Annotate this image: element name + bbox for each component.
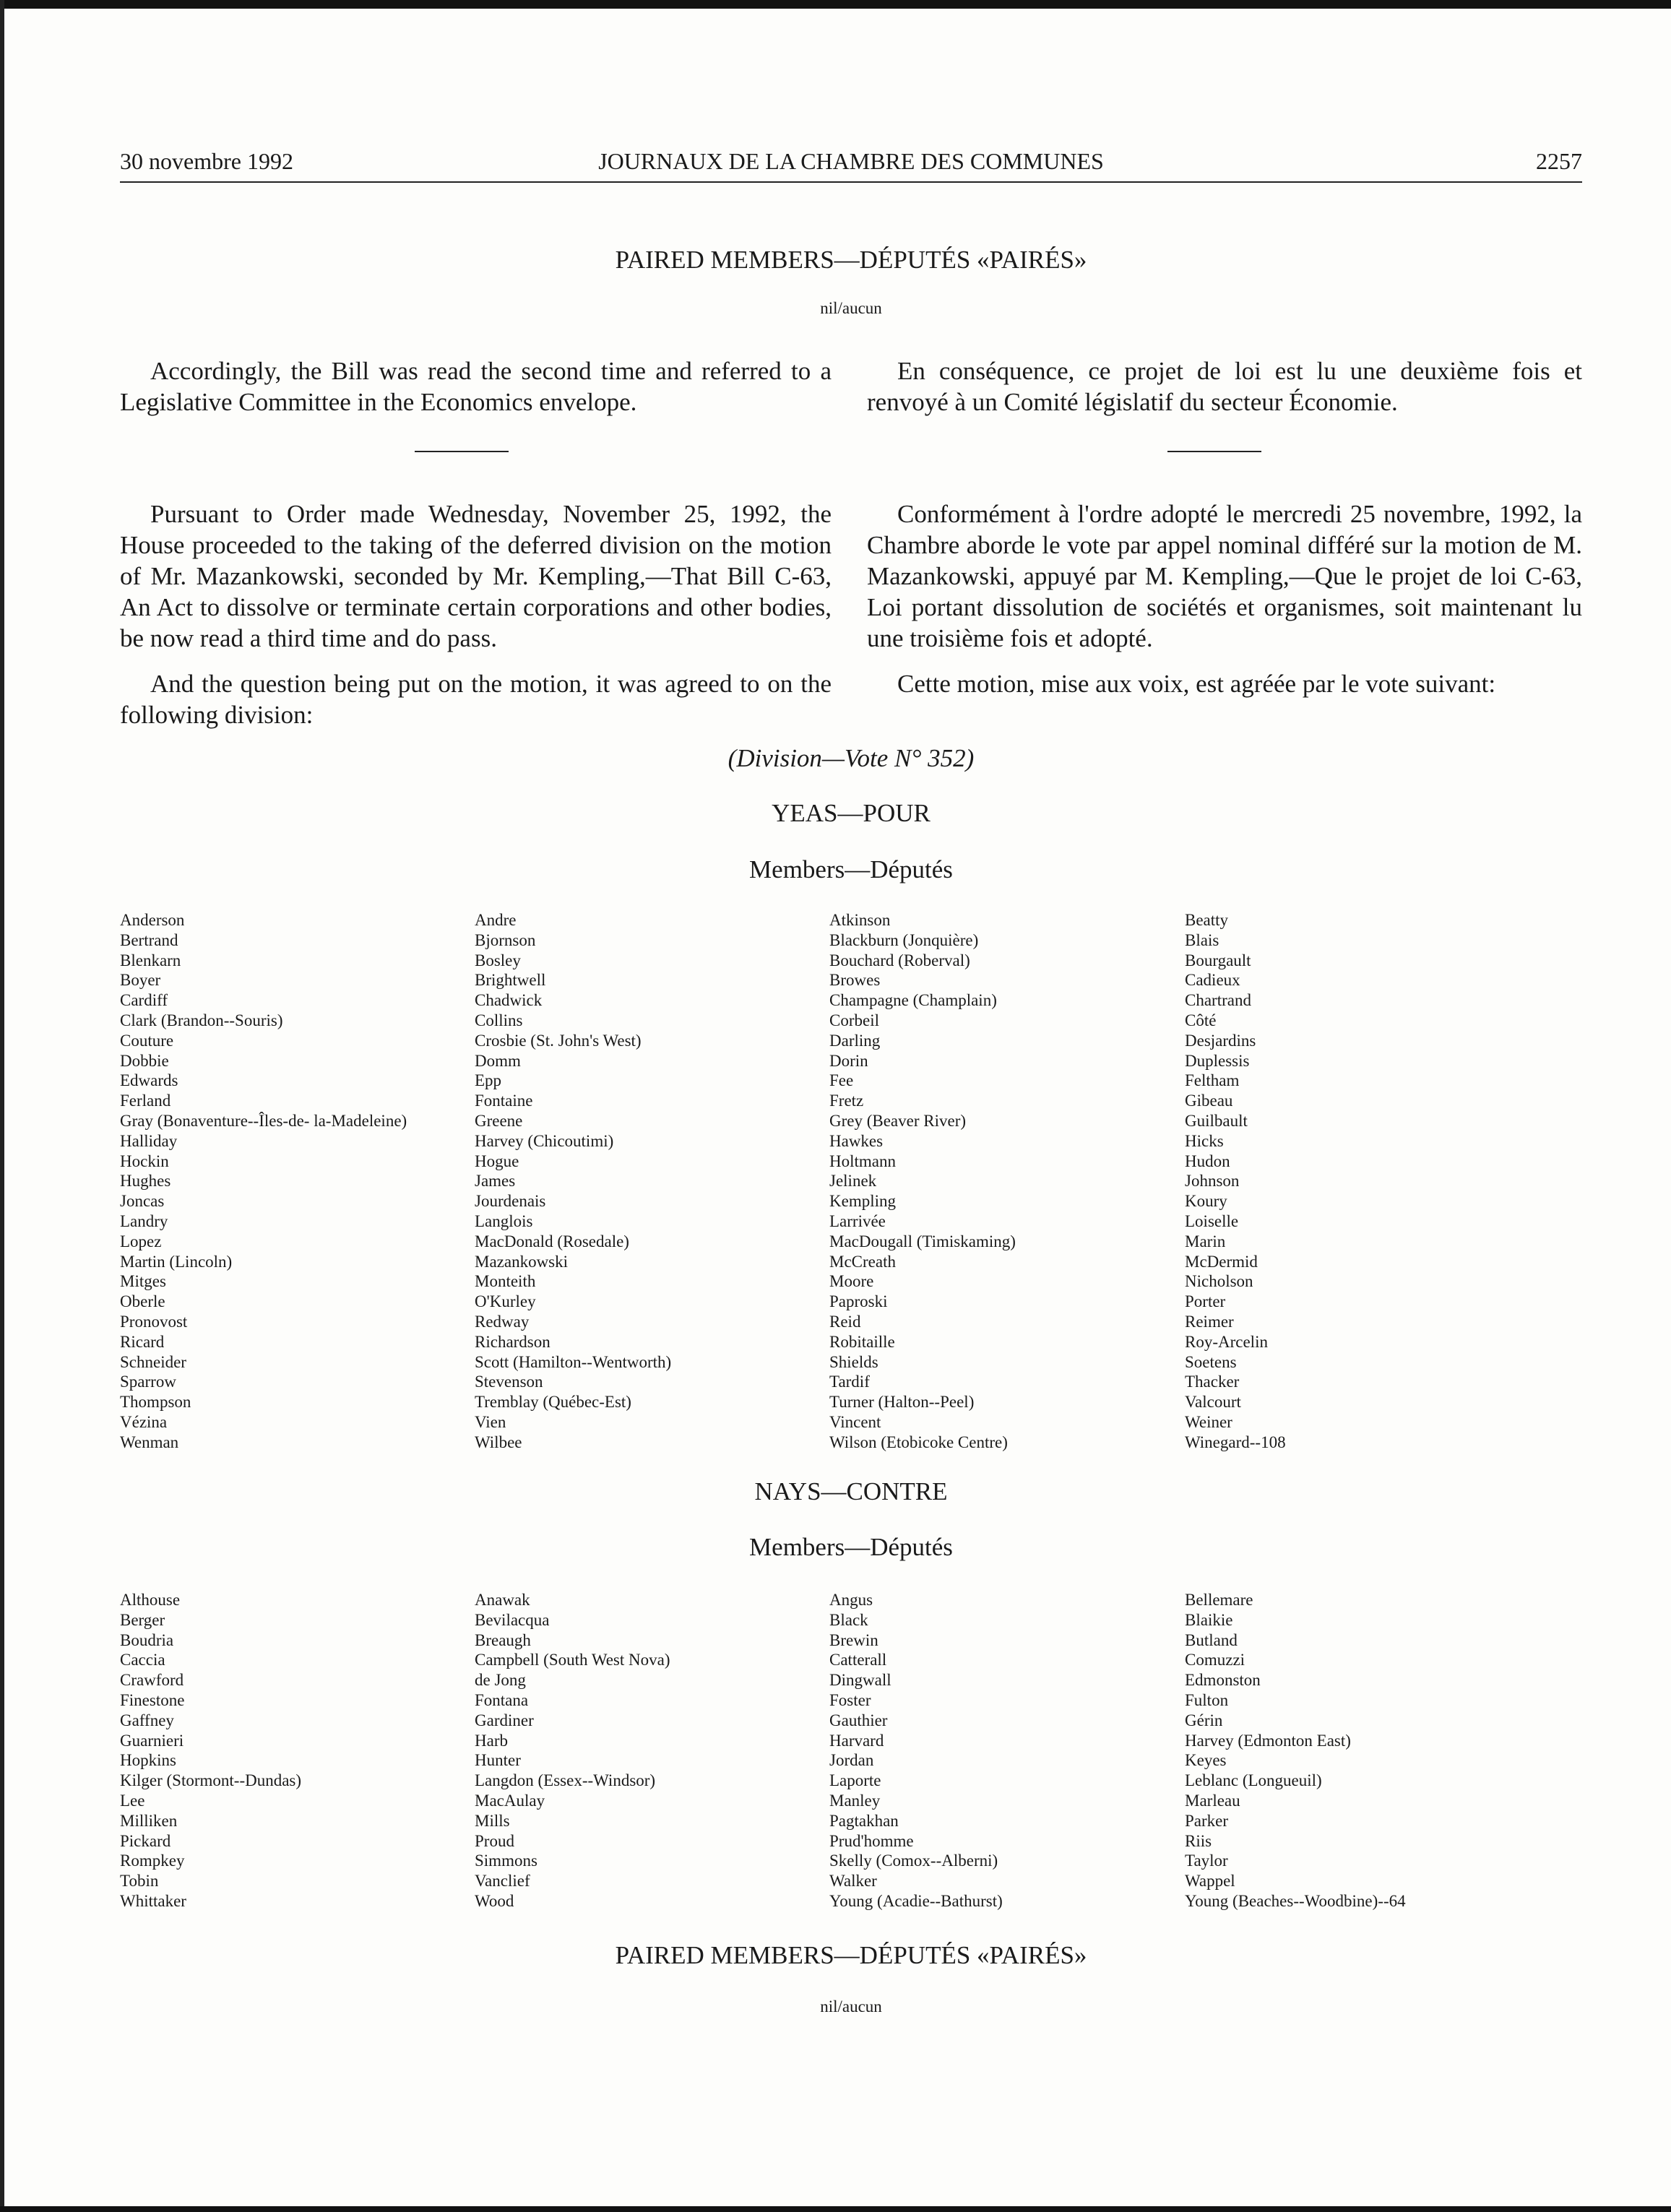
scan-border-bottom	[0, 2206, 1671, 2212]
scan-border-top	[0, 0, 1671, 9]
member-name: Bertrand	[120, 930, 178, 949]
member-name: Black	[829, 1610, 868, 1629]
member-name: Porter	[1185, 1292, 1226, 1311]
member-name: Young (Acadie--Bathurst)	[829, 1891, 1003, 1910]
header-date: 30 novembre 1992	[120, 148, 293, 174]
member-name: Boudria	[120, 1630, 174, 1649]
member-name: Harb	[475, 1731, 508, 1750]
member-name: Côté	[1185, 1011, 1217, 1029]
separator-rule-left	[415, 451, 509, 452]
member-name: Anderson	[120, 911, 185, 929]
member-name: Wilson (Etobicoke Centre)	[829, 1433, 1008, 1451]
member-name: Blais	[1185, 930, 1219, 949]
member-name: Scott (Hamilton--Wentworth)	[475, 1352, 672, 1371]
member-name: Halliday	[120, 1131, 178, 1150]
member-name: Atkinson	[829, 911, 891, 929]
member-name: McCreath	[829, 1252, 896, 1271]
separator-rule-right	[1167, 451, 1261, 452]
member-name: Harvard	[829, 1731, 884, 1750]
member-name: Harvey (Edmonton East)	[1185, 1731, 1351, 1750]
member-name: Paproski	[829, 1292, 888, 1311]
member-name: Valcourt	[1185, 1393, 1241, 1412]
member-name: Taylor	[1185, 1852, 1228, 1870]
motion-fr	[867, 498, 1582, 714]
member-name: Tobin	[120, 1872, 159, 1891]
nays-column-3	[829, 1590, 1003, 1911]
yeas-title: YEAS—POUR	[772, 799, 931, 827]
member-name: Kilger (Stormont--Dundas)	[120, 1771, 302, 1790]
member-name: Vien	[475, 1412, 506, 1431]
accordingly-fr	[867, 355, 1582, 432]
member-name: Richardson	[475, 1332, 550, 1351]
member-name: Browes	[829, 971, 881, 990]
member-name: Pronovost	[120, 1312, 188, 1331]
member-name: Moore	[829, 1272, 874, 1291]
member-name: Chartrand	[1185, 991, 1251, 1010]
member-name: Parker	[1185, 1811, 1229, 1830]
member-name: Rompkey	[120, 1852, 185, 1870]
member-name: Wappel	[1185, 1872, 1235, 1891]
pursuant-fr-text: Conformément à l'ordre adopté le mercredi 25 novembre, 1992, la Chambre aborde le vote par appel nominal différé sur la motion de M. Mazankowski, appuyé par M. Kempling,—Que le projet de loi C-63, Loi portant dissolution de sociétés et organismes, soit maintenant lu une troisième fois et adopté.	[867, 500, 1582, 652]
member-name: Catterall	[829, 1651, 887, 1669]
member-name: Jourdenais	[475, 1192, 546, 1211]
member-name: Langdon (Essex--Windsor)	[475, 1771, 656, 1790]
member-name: Gibeau	[1185, 1092, 1233, 1110]
member-name: McDermid	[1185, 1252, 1258, 1271]
member-name: Bourgault	[1185, 951, 1251, 969]
member-name: Chadwick	[475, 991, 543, 1010]
member-name: Oberle	[120, 1292, 165, 1311]
member-name: Marleau	[1185, 1791, 1240, 1810]
member-name: MacAulay	[475, 1791, 545, 1810]
member-name: Campbell (South West Nova)	[475, 1651, 670, 1669]
member-name: Holtmann	[829, 1152, 896, 1170]
member-name: Loiselle	[1185, 1211, 1239, 1230]
nays-column-4	[1185, 1590, 1406, 1911]
member-name: Langlois	[475, 1211, 533, 1230]
member-name: Edmonston	[1185, 1671, 1261, 1690]
yeas-column-2	[475, 910, 671, 1453]
member-name: Dobbie	[120, 1051, 169, 1070]
member-name: Winegard--108	[1185, 1433, 1286, 1451]
member-name: Grey (Beaver River)	[829, 1111, 967, 1130]
member-name: Hawkes	[829, 1131, 884, 1150]
member-name: Schneider	[120, 1352, 186, 1371]
member-name: Couture	[120, 1031, 174, 1050]
member-name: O'Kurley	[475, 1292, 536, 1311]
member-name: Turner (Halton--Peel)	[829, 1393, 975, 1412]
member-name: Gardiner	[475, 1711, 534, 1729]
member-name: Wood	[475, 1891, 514, 1910]
member-name: Stevenson	[475, 1373, 543, 1391]
member-name: Crosbie (St. John's West)	[475, 1031, 642, 1050]
member-name: Fee	[829, 1071, 854, 1090]
member-name: Walker	[829, 1872, 877, 1891]
member-name: Gaffney	[120, 1711, 174, 1729]
member-name: Landry	[120, 1211, 168, 1230]
member-name: Blaikie	[1185, 1610, 1233, 1629]
member-name: Fontaine	[475, 1092, 533, 1110]
member-name: Hudon	[1185, 1152, 1230, 1170]
member-name: Young (Beaches--Woodbine)--64	[1185, 1891, 1406, 1910]
member-name: Feltham	[1185, 1071, 1240, 1090]
scan-border-left	[0, 0, 4, 2212]
member-name: Bouchard (Roberval)	[829, 951, 970, 969]
member-name: Gérin	[1185, 1711, 1223, 1729]
member-name: Marin	[1185, 1232, 1226, 1250]
member-name: Prud'homme	[829, 1831, 914, 1850]
nays-subtitle: Members—Députés	[749, 1533, 953, 1561]
member-name: Angus	[829, 1591, 873, 1609]
member-name: Hockin	[120, 1152, 169, 1170]
member-name: Vézina	[120, 1412, 168, 1431]
member-name: Tremblay (Québec-Est)	[475, 1393, 631, 1412]
member-name: Sparrow	[120, 1373, 176, 1391]
member-name: Gauthier	[829, 1711, 888, 1729]
member-name: Vincent	[829, 1412, 881, 1431]
member-name: Dorin	[829, 1051, 868, 1070]
yeas-column-4	[1185, 910, 1286, 1453]
member-name: Joncas	[120, 1192, 165, 1211]
member-name: Ricard	[120, 1332, 165, 1351]
page-header	[120, 148, 1582, 183]
member-name: Monteith	[475, 1272, 536, 1291]
member-name: Weiner	[1185, 1412, 1232, 1431]
member-name: Blenkarn	[120, 951, 181, 969]
member-name: Tardif	[829, 1373, 870, 1391]
member-name: Duplessis	[1185, 1051, 1250, 1070]
member-name: MacDonald (Rosedale)	[475, 1232, 629, 1250]
member-name: Whittaker	[120, 1891, 186, 1910]
nays-column-2	[475, 1590, 670, 1911]
member-name: Bevilacqua	[475, 1610, 550, 1629]
member-name: Hogue	[475, 1152, 519, 1170]
member-name: Wenman	[120, 1433, 179, 1451]
member-name: Andre	[475, 911, 517, 929]
accordingly-en-text: Accordingly, the Bill was read the second time and referred to a Legislative Committee in the Economics envelope.	[120, 357, 832, 416]
member-name: Boyer	[120, 971, 161, 990]
member-name: Soetens	[1185, 1352, 1237, 1371]
member-name: Foster	[829, 1690, 871, 1709]
member-name: Laporte	[829, 1771, 881, 1790]
member-name: Nicholson	[1185, 1272, 1253, 1291]
member-name: Fulton	[1185, 1690, 1229, 1709]
paired-top-value: nil/aucun	[820, 299, 882, 317]
member-name: Hicks	[1185, 1131, 1224, 1150]
member-name: Thacker	[1185, 1373, 1240, 1391]
member-name: Lopez	[120, 1232, 162, 1250]
member-name: Milliken	[120, 1811, 178, 1830]
yeas-column-1	[120, 910, 407, 1453]
member-name: Thompson	[120, 1393, 191, 1412]
member-name: Wilbee	[475, 1433, 522, 1451]
member-name: Vanclief	[475, 1872, 530, 1891]
member-name: Corbeil	[829, 1011, 879, 1029]
member-name: Jordan	[829, 1751, 874, 1770]
member-name: Domm	[475, 1051, 521, 1070]
member-name: Leblanc (Longueuil)	[1185, 1771, 1322, 1790]
member-name: Robitaille	[829, 1332, 895, 1351]
member-name: Manley	[829, 1791, 881, 1810]
member-name: Anawak	[475, 1591, 530, 1609]
member-name: Roy-Arcelin	[1185, 1332, 1268, 1351]
member-name: Martin (Lincoln)	[120, 1252, 233, 1271]
member-name: Harvey (Chicoutimi)	[475, 1131, 614, 1150]
member-name: Hughes	[120, 1172, 171, 1191]
paired-bottom-value: nil/aucun	[820, 1997, 882, 2016]
member-name: Brewin	[829, 1630, 878, 1649]
question-fr-text: Cette motion, mise aux voix, est agréée par le vote suivant:	[897, 670, 1496, 698]
member-name: Redway	[475, 1312, 530, 1331]
member-name: Clark (Brandon--Souris)	[120, 1011, 283, 1029]
member-name: Beatty	[1185, 911, 1229, 929]
member-name: Jelinek	[829, 1172, 877, 1191]
nays-column-1	[120, 1590, 301, 1911]
member-name: Champagne (Champlain)	[829, 991, 997, 1010]
member-name: Kempling	[829, 1192, 896, 1211]
member-name: Shields	[829, 1352, 878, 1371]
member-name: Fontana	[475, 1690, 529, 1709]
member-name: Ferland	[120, 1092, 171, 1110]
member-name: James	[475, 1172, 516, 1191]
member-name: Bosley	[475, 951, 521, 969]
yeas-column-3	[829, 910, 1016, 1453]
member-name: Pickard	[120, 1831, 171, 1850]
member-name: Riis	[1185, 1831, 1212, 1850]
member-name: Johnson	[1185, 1172, 1240, 1191]
member-name: Caccia	[120, 1651, 165, 1669]
member-name: Butland	[1185, 1630, 1238, 1649]
member-name: Reid	[829, 1312, 861, 1331]
motion-en	[120, 498, 832, 745]
paired-top-title: PAIRED MEMBERS—DÉPUTÉS «PAIRÉS»	[615, 246, 1087, 274]
member-name: Bellemare	[1185, 1591, 1253, 1609]
member-name: Pagtakhan	[829, 1811, 899, 1830]
member-name: Lee	[120, 1791, 145, 1810]
member-name: Cardiff	[120, 991, 168, 1010]
member-name: Keyes	[1185, 1751, 1227, 1770]
accordingly-fr-text: En conséquence, ce projet de loi est lu une deuxième fois et renvoyé à un Comité législatif du secteur Économie.	[867, 357, 1582, 416]
member-name: Mazankowski	[475, 1252, 569, 1271]
member-name: Dingwall	[829, 1671, 891, 1690]
member-name: Hopkins	[120, 1751, 176, 1770]
accordingly-en	[120, 355, 832, 432]
member-name: Althouse	[120, 1591, 181, 1609]
member-name: Skelly (Comox--Alberni)	[829, 1852, 998, 1870]
header-page-number: 2257	[1536, 148, 1582, 174]
member-name: Guarnieri	[120, 1731, 184, 1750]
pursuant-en-text: Pursuant to Order made Wednesday, November 25, 1992, the House proceeded to the taking of the deferred division on the motion of Mr. Mazankowski, seconded by Mr. Kempling,—That Bill C-63, An Act to dissolve or terminate certain corporations and other bodies, be now read a third time and do pass.	[120, 500, 832, 652]
member-name: Blackburn (Jonquière)	[829, 930, 979, 949]
header-journal-title: JOURNAUX DE LA CHAMBRE DES COMMUNES	[598, 148, 1104, 174]
member-name: MacDougall (Timiskaming)	[829, 1232, 1016, 1250]
member-name: Mitges	[120, 1272, 166, 1291]
division-label: (Division—Vote N° 352)	[727, 744, 975, 772]
member-name: Collins	[475, 1011, 523, 1029]
member-name: Desjardins	[1185, 1031, 1256, 1050]
member-name: Breaugh	[475, 1630, 531, 1649]
nays-title: NAYS—CONTRE	[754, 1477, 948, 1505]
member-name: Reimer	[1185, 1312, 1234, 1331]
member-name: de Jong	[475, 1671, 526, 1690]
member-name: Greene	[475, 1111, 523, 1130]
member-name: Larrivée	[829, 1211, 886, 1230]
yeas-subtitle: Members—Députés	[749, 855, 953, 883]
member-name: Crawford	[120, 1671, 184, 1690]
member-name: Berger	[120, 1610, 165, 1629]
question-en-text: And the question being put on the motion, it was agreed to on the following division:	[120, 670, 832, 729]
member-name: Simmons	[475, 1852, 537, 1870]
member-name: Guilbault	[1185, 1111, 1248, 1130]
member-name: Finestone	[120, 1690, 185, 1709]
member-name: Darling	[829, 1031, 881, 1050]
member-name: Comuzzi	[1185, 1651, 1245, 1669]
member-name: Brightwell	[475, 971, 546, 990]
member-name: Cadieux	[1185, 971, 1240, 990]
member-name: Epp	[475, 1071, 502, 1090]
member-name: Koury	[1185, 1192, 1227, 1211]
member-name: Hunter	[475, 1751, 521, 1770]
member-name: Mills	[475, 1811, 510, 1830]
member-name: Fretz	[829, 1092, 864, 1110]
member-name: Proud	[475, 1831, 514, 1850]
member-name: Gray (Bonaventure--Îles-de- la-Madeleine)	[120, 1111, 407, 1130]
member-name: Bjornson	[475, 930, 536, 949]
paired-bottom-title: PAIRED MEMBERS—DÉPUTÉS «PAIRÉS»	[615, 1941, 1087, 1969]
member-name: Edwards	[120, 1071, 178, 1090]
